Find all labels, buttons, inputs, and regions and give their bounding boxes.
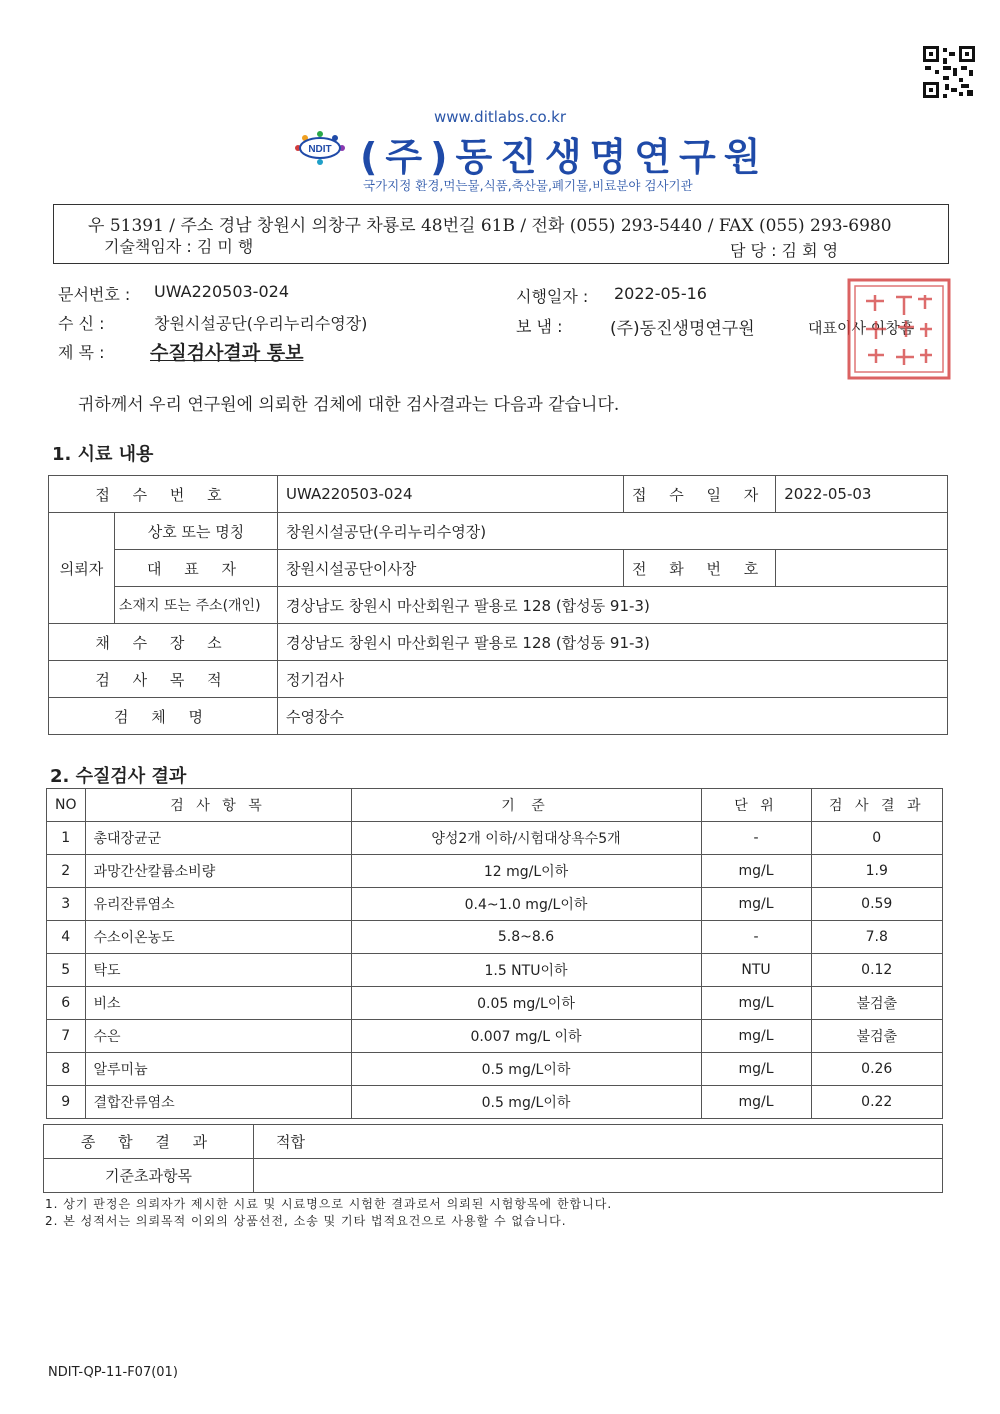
result-no: 1 (47, 822, 86, 855)
result-result: 0 (811, 822, 943, 855)
result-item: 총대장균군 (85, 822, 351, 855)
note-2: 2. 본 성적서는 의뢰목적 이외의 상품선전, 소송 및 기타 법적요건으로 사용할 수 없습니다. (45, 1214, 567, 1228)
client-label: 의뢰자 (49, 513, 115, 624)
table-row (47, 921, 943, 954)
result-item: 수은 (85, 1020, 351, 1053)
table-row (49, 661, 948, 698)
summary-table (43, 1124, 943, 1193)
recipient: 창원시설공단(우리누리수영장) (154, 314, 368, 333)
result-unit: mg/L (701, 888, 811, 921)
sample-no-label: 접 수 번 호 (49, 476, 278, 513)
phone-label: 전 화 번 호 (624, 550, 776, 587)
result-standard: 12 mg/L이하 (351, 855, 701, 888)
client-name: 창원시설공단(우리누리수영장) (278, 513, 948, 550)
result-item: 유리잔류염소 (85, 888, 351, 921)
result-no: 9 (47, 1086, 86, 1119)
result-standard: 5.8~8.6 (351, 921, 701, 954)
result-no: 6 (47, 987, 86, 1020)
result-result: 불검출 (811, 987, 943, 1020)
result-standard: 양성2개 이하/시험대상욕수5개 (351, 822, 701, 855)
section1-title: 1. 시료 내용 (52, 444, 154, 465)
table-row (49, 624, 948, 661)
table-row (47, 855, 943, 888)
receipt-date-label: 접 수 일 자 (624, 476, 776, 513)
qr-code-icon (923, 46, 975, 98)
table-row (47, 1053, 943, 1086)
result-item: 과망간산칼륨소비량 (85, 855, 351, 888)
tech-manager: 기술책임자 : 김 미 행 (104, 237, 254, 256)
table-row (47, 987, 943, 1020)
subject: 수질검사결과 통보 (150, 342, 304, 364)
specimen: 수영장수 (278, 698, 948, 735)
result-item: 결합잔류염소 (85, 1086, 351, 1119)
company-seal-icon (846, 277, 952, 381)
company-logo-icon (290, 130, 350, 166)
phone (776, 550, 948, 587)
header-no: NO (47, 789, 86, 822)
result-item: 수소이온농도 (85, 921, 351, 954)
sender-label: 보 냄 : (516, 317, 563, 336)
result-result: 0.12 (811, 954, 943, 987)
header-standard: 기 준 (351, 789, 701, 822)
recipient-label: 수 신 : (58, 314, 105, 333)
result-standard: 1.5 NTU이하 (351, 954, 701, 987)
logo-text: NDIT (308, 144, 332, 155)
result-item: 탁도 (85, 954, 351, 987)
header-unit: 단 위 (701, 789, 811, 822)
issue-date: 2022-05-16 (614, 284, 707, 303)
result-no: 4 (47, 921, 86, 954)
result-unit: mg/L (701, 1053, 811, 1086)
table-row (49, 587, 948, 624)
result-unit: - (701, 822, 811, 855)
table-row (49, 476, 948, 513)
result-result: 0.22 (811, 1086, 943, 1119)
result-unit: mg/L (701, 855, 811, 888)
result-unit: mg/L (701, 987, 811, 1020)
results-body (47, 822, 943, 1119)
name-label: 상호 또는 명칭 (115, 513, 278, 550)
result-standard: 0.007 mg/L 이하 (351, 1020, 701, 1053)
result-result: 0.26 (811, 1053, 943, 1086)
table-row (47, 888, 943, 921)
contact-person: 담 당 : 김 회 영 (730, 241, 839, 260)
overall-label: 종 합 결 과 (44, 1125, 254, 1159)
result-no: 5 (47, 954, 86, 987)
result-result: 1.9 (811, 855, 943, 888)
result-standard: 0.4~1.0 mg/L이하 (351, 888, 701, 921)
address-label: 소재지 또는 주소(개인) (115, 587, 278, 624)
table-row (47, 822, 943, 855)
doc-no-label: 문서번호 : (58, 285, 131, 304)
table-row (44, 1159, 943, 1193)
header-item: 검 사 항 목 (85, 789, 351, 822)
rep-name: 창원시설공단이사장 (278, 550, 624, 587)
result-standard: 0.5 mg/L이하 (351, 1086, 701, 1119)
result-item: 비소 (85, 987, 351, 1020)
result-no: 7 (47, 1020, 86, 1053)
company-tagline: 국가지정 환경,먹는물,식품,축산물,폐기물,비료분야 검사기관 (363, 178, 693, 193)
purpose-label: 검 사 목 적 (49, 661, 278, 698)
table-row (49, 550, 948, 587)
sample-info-table (48, 475, 948, 735)
purpose: 정기검사 (278, 661, 948, 698)
table-row (47, 954, 943, 987)
result-item: 알루미늄 (85, 1053, 351, 1086)
company-name: (주)동진생명연구원 (360, 135, 769, 179)
result-unit: mg/L (701, 1020, 811, 1053)
subject-label: 제 목 : (58, 343, 105, 362)
results-table (46, 788, 943, 1119)
doc-no: UWA220503-024 (154, 282, 289, 301)
header-result: 검 사 결 과 (811, 789, 943, 822)
form-code: NDIT-QP-11-F07(01) (48, 1365, 178, 1380)
result-no: 3 (47, 888, 86, 921)
exceed-label: 기준초과항목 (44, 1159, 254, 1193)
site-label: 채 수 장 소 (49, 624, 278, 661)
table-row (47, 1020, 943, 1053)
exceed-items (254, 1159, 943, 1193)
intro-text: 귀하께서 우리 연구원에 의뢰한 검체에 대한 검사결과는 다음과 같습니다. (78, 395, 620, 415)
result-unit: NTU (701, 954, 811, 987)
issue-date-label: 시행일자 : (516, 287, 589, 306)
table-row (49, 513, 948, 550)
result-result: 0.59 (811, 888, 943, 921)
table-row (47, 1086, 943, 1119)
address-line: 우 51391 / 주소 경남 창원시 의창구 차룡로 48번길 61B / 전화 (055) 293-5440 / FAX (055) 293-6980 (88, 216, 892, 236)
rep-label: 대 표 자 (115, 550, 278, 587)
section2-title: 2. 수질검사 결과 (50, 766, 187, 787)
result-unit: mg/L (701, 1086, 811, 1119)
sample-no: UWA220503-024 (278, 476, 624, 513)
table-row (44, 1125, 943, 1159)
website-url[interactable]: www.ditlabs.co.kr (433, 108, 566, 126)
result-result: 불검출 (811, 1020, 943, 1053)
note-1: 1. 상기 판정은 의뢰자가 제시한 시료 및 시료명으로 시험한 결과로서 의뢰된 시험항목에 한합니다. (45, 1197, 613, 1211)
result-no: 8 (47, 1053, 86, 1086)
table-row (49, 698, 948, 735)
result-result: 7.8 (811, 921, 943, 954)
table-header-row (47, 789, 943, 822)
result-unit: - (701, 921, 811, 954)
sampling-site: 경상남도 창원시 마산회원구 팔용로 128 (합성동 91-3) (278, 624, 948, 661)
sender: (주)동진생명연구원 (610, 319, 755, 339)
client-address: 경상남도 창원시 마산회원구 팔용로 128 (합성동 91-3) (278, 587, 948, 624)
result-standard: 0.05 mg/L이하 (351, 987, 701, 1020)
overall-result: 적합 (254, 1125, 943, 1159)
result-no: 2 (47, 855, 86, 888)
specimen-label: 검 체 명 (49, 698, 278, 735)
receipt-date: 2022-05-03 (776, 476, 948, 513)
ceo-name: 대표이사 이창흠 (808, 319, 915, 337)
result-standard: 0.5 mg/L이하 (351, 1053, 701, 1086)
